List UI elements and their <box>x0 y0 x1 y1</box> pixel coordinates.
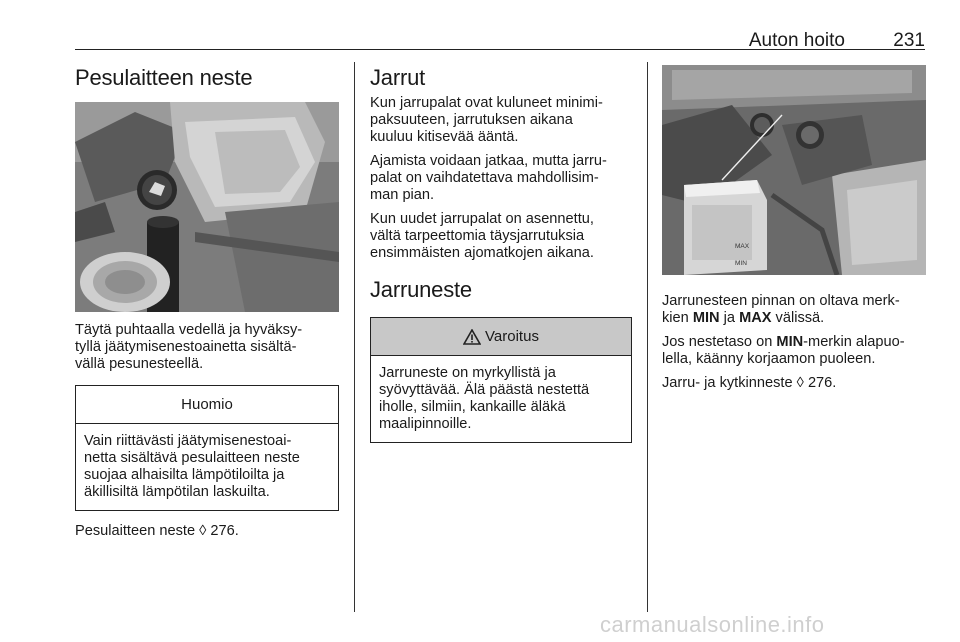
note-body <box>76 424 338 510</box>
brake-paragraph-3 <box>370 211 632 262</box>
section-title: Auton hoito <box>748 30 845 51</box>
page-header <box>75 28 925 52</box>
text-line: Täytä puhtaalla vedellä ja hyväksy- <box>75 322 303 338</box>
text-span: -merkin alapuo- <box>803 334 905 350</box>
fluid-level-paragraph <box>662 293 926 327</box>
text-line: iholle, silmiin, kankaille äläkä <box>379 399 566 415</box>
page-number: 231 <box>893 30 925 51</box>
note-title: Huomio <box>76 386 338 424</box>
left-column <box>75 62 339 540</box>
text-line: Ajamista voidaan jatkaa, mutta jarru- <box>370 153 607 169</box>
cross-reference[interactable] <box>662 375 926 392</box>
warning-header <box>371 318 631 356</box>
text-line: vällä pesunesteellä. <box>75 356 204 372</box>
right-column <box>662 62 926 392</box>
text-span: Jos nestetaso on <box>662 334 777 350</box>
note-box <box>75 385 339 511</box>
min-label: MIN <box>776 334 804 350</box>
section-heading: Pesulaitteen neste <box>75 65 253 90</box>
text-line: äkillisiltä lämpötilan laskuilta. <box>84 484 270 500</box>
warning-body <box>371 356 631 442</box>
warning-box <box>370 317 632 443</box>
warning-triangle-icon <box>463 329 481 345</box>
page-ref-icon: ◊ <box>199 523 207 539</box>
brake-paragraph-1 <box>370 95 632 146</box>
column-divider <box>354 62 355 612</box>
max-label: MAX <box>739 310 772 326</box>
text-line: ensimmäisten ajomatkojen aikana. <box>370 245 594 261</box>
text-line: Jarruneste on myrkyllistä ja <box>379 365 556 381</box>
text-line: vältä tarpeettomia täysjarrutuksia <box>370 228 585 244</box>
text-line: Kun uudet jarrupalat on asennettu, <box>370 211 594 227</box>
brake-fluid-reservoir-photo <box>662 65 926 275</box>
column-divider <box>647 62 648 612</box>
page-ref-icon: ◊ <box>796 375 804 391</box>
cross-reference[interactable] <box>75 523 339 540</box>
brake-paragraph-2 <box>370 153 632 204</box>
text-line: tyllä jäätymisenestoainetta sisältä- <box>75 339 297 355</box>
text-line: syövyttävää. Älä päästä nestettä <box>379 382 590 398</box>
reference-page: 276. <box>807 375 837 391</box>
text-line: palat on vaihdatettava mahdollisim- <box>370 170 599 186</box>
reference-text: Pesulaitteen neste <box>75 523 196 539</box>
text-line: Vain riittävästi jäätymisenestoai- <box>84 433 292 449</box>
section-heading: Jarruneste <box>370 277 472 302</box>
text-line: kuuluu kitisevää ääntä. <box>370 129 519 145</box>
washer-reservoir-photo <box>75 102 339 312</box>
text-line: maalipinnoille. <box>379 416 472 432</box>
text-span: välissä. <box>771 310 825 326</box>
text-span: kien <box>662 310 693 326</box>
reference-text: Jarru- ja kytkinneste <box>662 375 793 391</box>
text-line <box>662 334 926 351</box>
min-mark-label: MIN <box>735 260 747 267</box>
text-span: ja <box>719 310 740 326</box>
max-mark-label: MAX <box>735 243 750 250</box>
text-line: man pian. <box>370 187 435 203</box>
text-line: lella, käänny korjaamon puoleen. <box>662 351 876 367</box>
middle-column <box>370 62 632 443</box>
watermark: carmanualsonline.info <box>600 612 825 637</box>
min-label: MIN <box>692 310 720 326</box>
intro-paragraph <box>75 322 339 373</box>
reference-page: 276. <box>210 523 239 539</box>
text-line: suojaa alhaisilta lämpötiloilta ja <box>84 467 285 483</box>
text-line: paksuuteen, jarrutuksen aikana <box>370 112 573 128</box>
header-rule <box>75 49 925 50</box>
text-line <box>662 310 926 327</box>
text-line: Kun jarrupalat ovat kuluneet minimi- <box>370 95 603 111</box>
warning-title: Varoitus <box>485 328 539 345</box>
text-line: Jarrunesteen pinnan on oltava merk- <box>662 293 900 309</box>
low-level-paragraph <box>662 334 926 368</box>
text-line: netta sisältävä pesulaitteen neste <box>84 450 300 466</box>
section-heading: Jarrut <box>370 65 426 90</box>
